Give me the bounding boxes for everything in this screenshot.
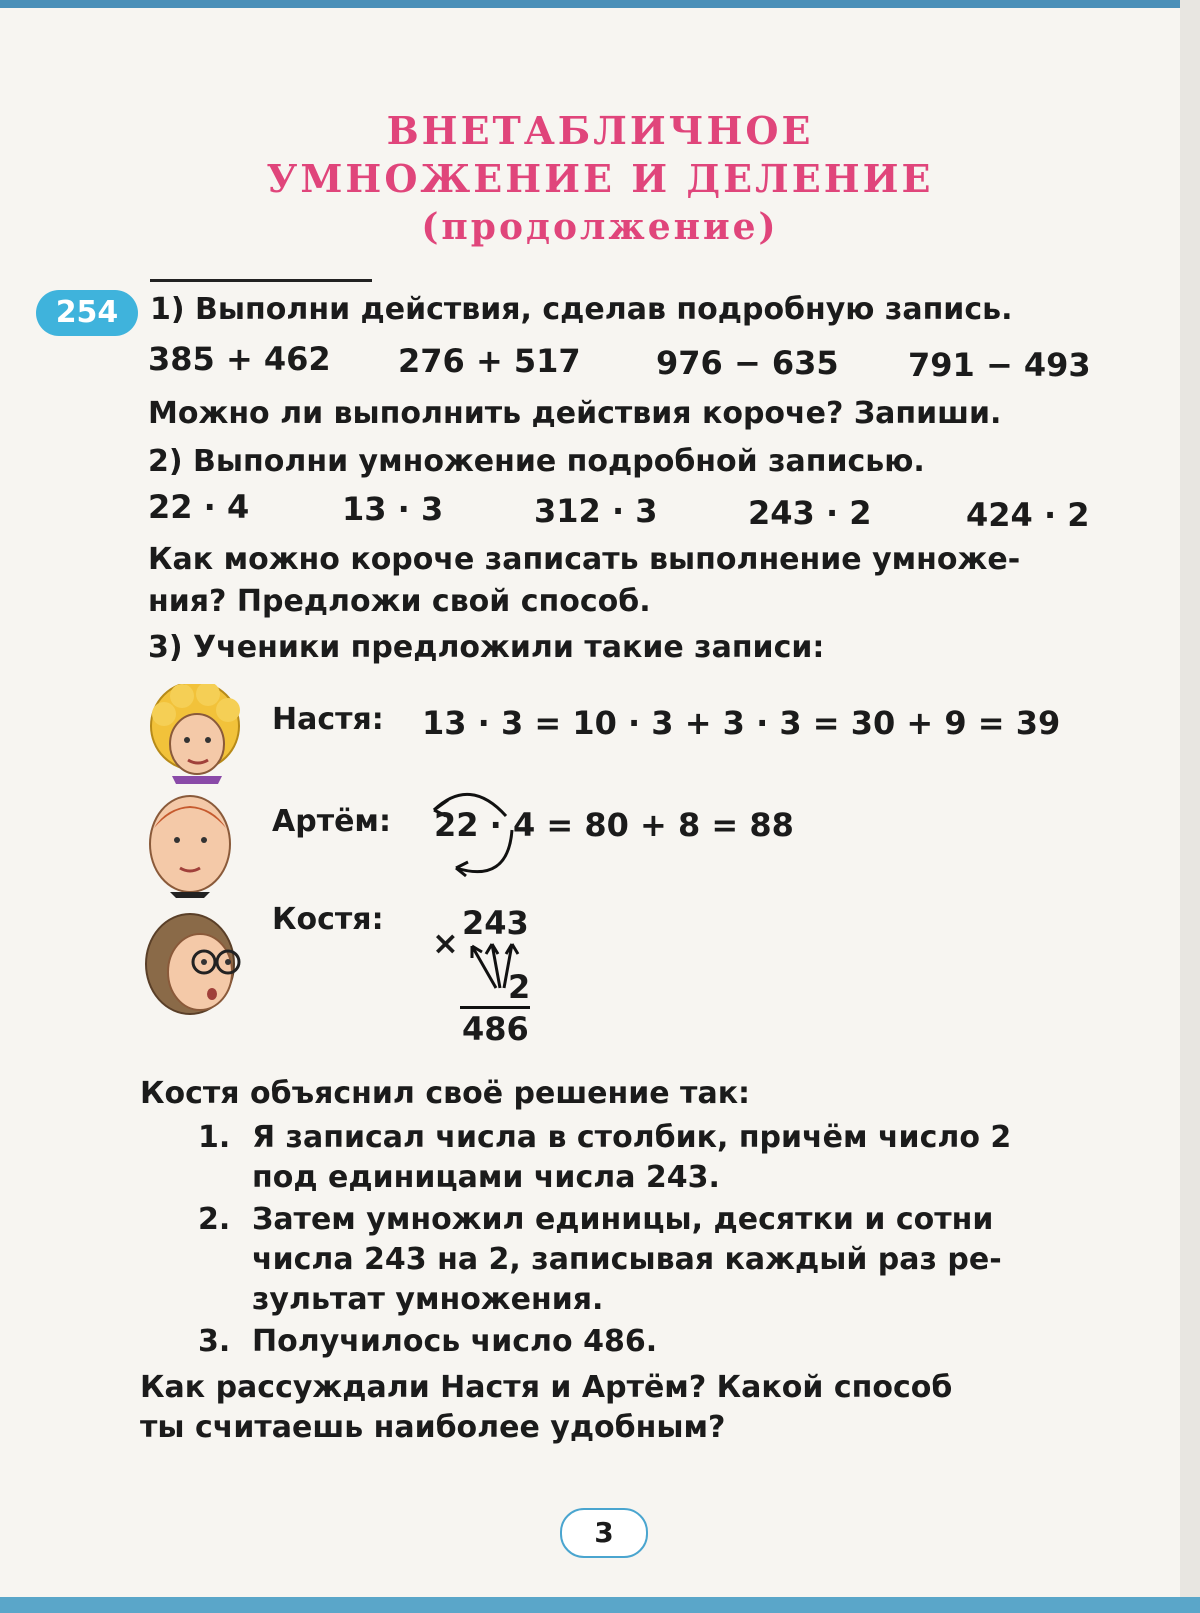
kostya-top-number: 243 (462, 904, 529, 942)
part3-instruction: 3) Ученики предложили такие записи: (148, 630, 825, 665)
page-number: 3 (560, 1508, 648, 1558)
kostya-result: 486 (462, 1010, 529, 1048)
step-1-line-2: под единицами числа 243. (252, 1160, 720, 1195)
artem-formula: 22 · 4 = 80 + 8 = 88 (434, 806, 794, 844)
divider (150, 279, 372, 282)
exercise: 791 − 493 (908, 346, 1091, 384)
step-2-line-3: зультат умножения. (252, 1282, 604, 1317)
result-line (460, 1006, 530, 1009)
exercise: 276 + 517 (398, 342, 581, 380)
multiplication-sign: × (432, 924, 459, 962)
title-line-2: УМНОЖЕНИЕ И ДЕЛЕНИЕ (266, 156, 934, 201)
part1-question: Можно ли выполнить действия короче? Запиши. (148, 396, 1002, 431)
kostya-name: Костя: (272, 902, 384, 937)
exercise: 13 · 3 (342, 490, 444, 528)
title-line-3: (продолжение) (421, 206, 779, 248)
exercise: 424 · 2 (966, 496, 1090, 534)
final-question-line2: ты считаешь наиболее удобным? (140, 1410, 726, 1445)
step-1-line-1: Я записал числа в столбик, причём число 2 (252, 1120, 1012, 1155)
exercise: 385 + 462 (148, 340, 331, 378)
kostya-portrait (142, 912, 242, 1016)
title-line-1: ВНЕТАБЛИЧНОЕ (386, 108, 814, 153)
artem-portrait (144, 788, 236, 898)
nastya-portrait (142, 684, 248, 784)
part2-question-line1: Как можно короче записать выполнение умноже- (148, 542, 1021, 577)
kostya-bottom-number: 2 (508, 968, 531, 1006)
step-number: 1. (198, 1120, 231, 1155)
exercise: 22 · 4 (148, 488, 250, 526)
exercise: 976 − 635 (656, 344, 839, 382)
step-number: 3. (198, 1324, 231, 1359)
step-2-line-2: числа 243 на 2, записывая каждый раз ре- (252, 1242, 1002, 1277)
bottom-page-edge (0, 1597, 1200, 1613)
task-number-badge: 254 (36, 290, 138, 336)
explanation-intro: Костя объяснил своё решение так: (140, 1076, 751, 1111)
artem-name: Артём: (272, 804, 391, 839)
step-3-line-1: Получилось число 486. (252, 1324, 658, 1359)
step-2-line-1: Затем умножил единицы, десятки и сотни (252, 1202, 994, 1237)
part2-question-line2: ния? Предложи свой способ. (148, 584, 651, 619)
part1-instruction: 1) Выполни действия, сделав подробную запись. (150, 292, 1013, 327)
top-page-edge (0, 0, 1200, 8)
step-number: 2. (198, 1202, 231, 1237)
part2-instruction: 2) Выполни умножение подробной записью. (148, 444, 925, 479)
exercise: 312 · 3 (534, 492, 658, 530)
nastya-name: Настя: (272, 702, 384, 737)
final-question-line1: Как рассуждали Настя и Артём? Какой способ (140, 1370, 953, 1405)
exercise: 243 · 2 (748, 494, 872, 532)
nastya-formula: 13 · 3 = 10 · 3 + 3 · 3 = 30 + 9 = 39 (422, 704, 1061, 742)
